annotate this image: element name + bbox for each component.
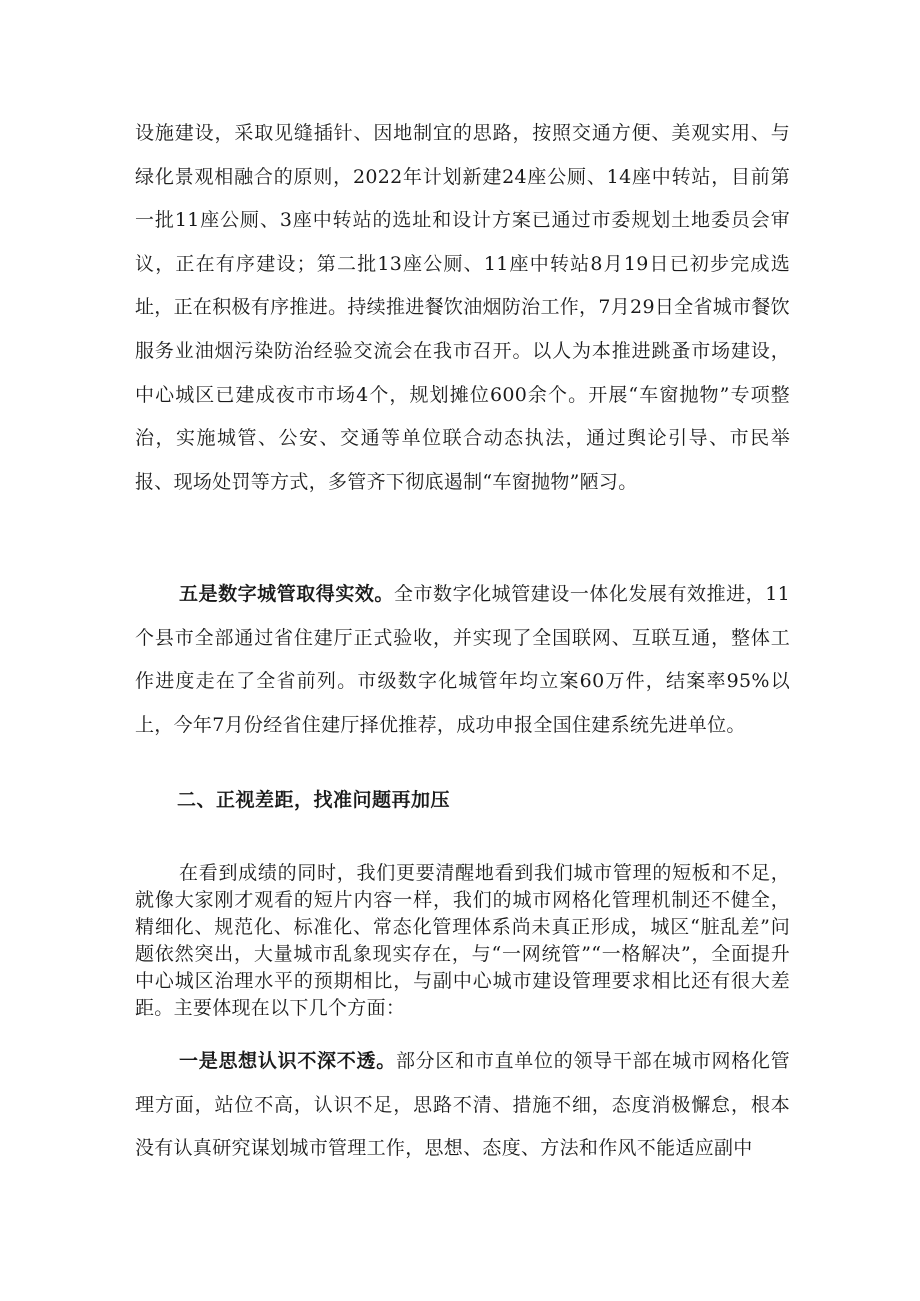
- paragraph-facilities: [135, 112, 790, 504]
- paragraph-shortcomings-text: 在看到成绩的同时，我们更要清醒地看到我们城市管理的短板和不足，就像大家刚才观看的短片内容一样，我们的城市网格化管理机制还不健全，精细化、规范化、标准化、常态化管理体系尚未真正形成，城区“脏乱差”问题依然突出，大量城市乱象现实存在，与“一网统管”“一格解决”，全面提升中心城区治理水平的预期相比，与副中心城市建设管理要求相比还有很大差距。主要体现在以下几个方面：: [135, 862, 790, 1019]
- paragraph-digital-management: [135, 573, 790, 747]
- paragraph-digital-management-text: 全市数字化城管建设一体化发展有效推进，11个县市全部通过省住建厅正式验收，并实现了全国联网、互联互通，整体工作进度走在了全省前列。市级数字化城管年均立案60万件，结案率95%以上，今年7月份经省住建厅择优推荐，成功申报全国住建系统先进单位。: [135, 583, 790, 736]
- paragraph-digital-management-lead: 五是数字城管取得实效。: [179, 583, 394, 605]
- paragraph-facilities-text: 设施建设，采取见缝插针、因地制宜的思路，按照交通方便、美观实用、与绿化景观相融合的原则，2022年计划新建24座公厕、14座中转站，目前第一批11座公厕、3座中转站的选址和设计方案已通过市委规划土地委员会审议，正在有序建设；第二批13座公厕、11座中转站8月19日已初步完成选址，正在积极有序推进。持续推进餐饮油烟防治工作，7月29日全省城市餐饮服务业油烟污染防治经验交流会在我市召开。以人为本推进跳蚤市场建设，中心城区已建成夜市市场4个，规划摊位600余个。开展“车窗抛物”专项整治，实施城管、公安、交通等单位联合动态执法，通过舆论引导、市民举报、现场处罚等方式，多管齐下彻底遏制“车窗抛物”陋习。: [135, 122, 790, 493]
- section-heading: 二、正视差距，找准问题再加压: [177, 789, 451, 811]
- paragraph-ideological-awareness-lead: 一是思想认识不深不透。: [179, 1050, 396, 1072]
- paragraph-shortcomings: [135, 860, 790, 1022]
- paragraph-ideological-awareness: [135, 1040, 790, 1171]
- paragraph-ideological-awareness-text: 部分区和市直单位的领导干部在城市网格化管理方面，站位不高，认识不足，思路不清、措施不细，态度消极懈怠，根本没有认真研究谋划城市管理工作，思想、态度、方法和作风不能适应副中: [135, 1050, 790, 1160]
